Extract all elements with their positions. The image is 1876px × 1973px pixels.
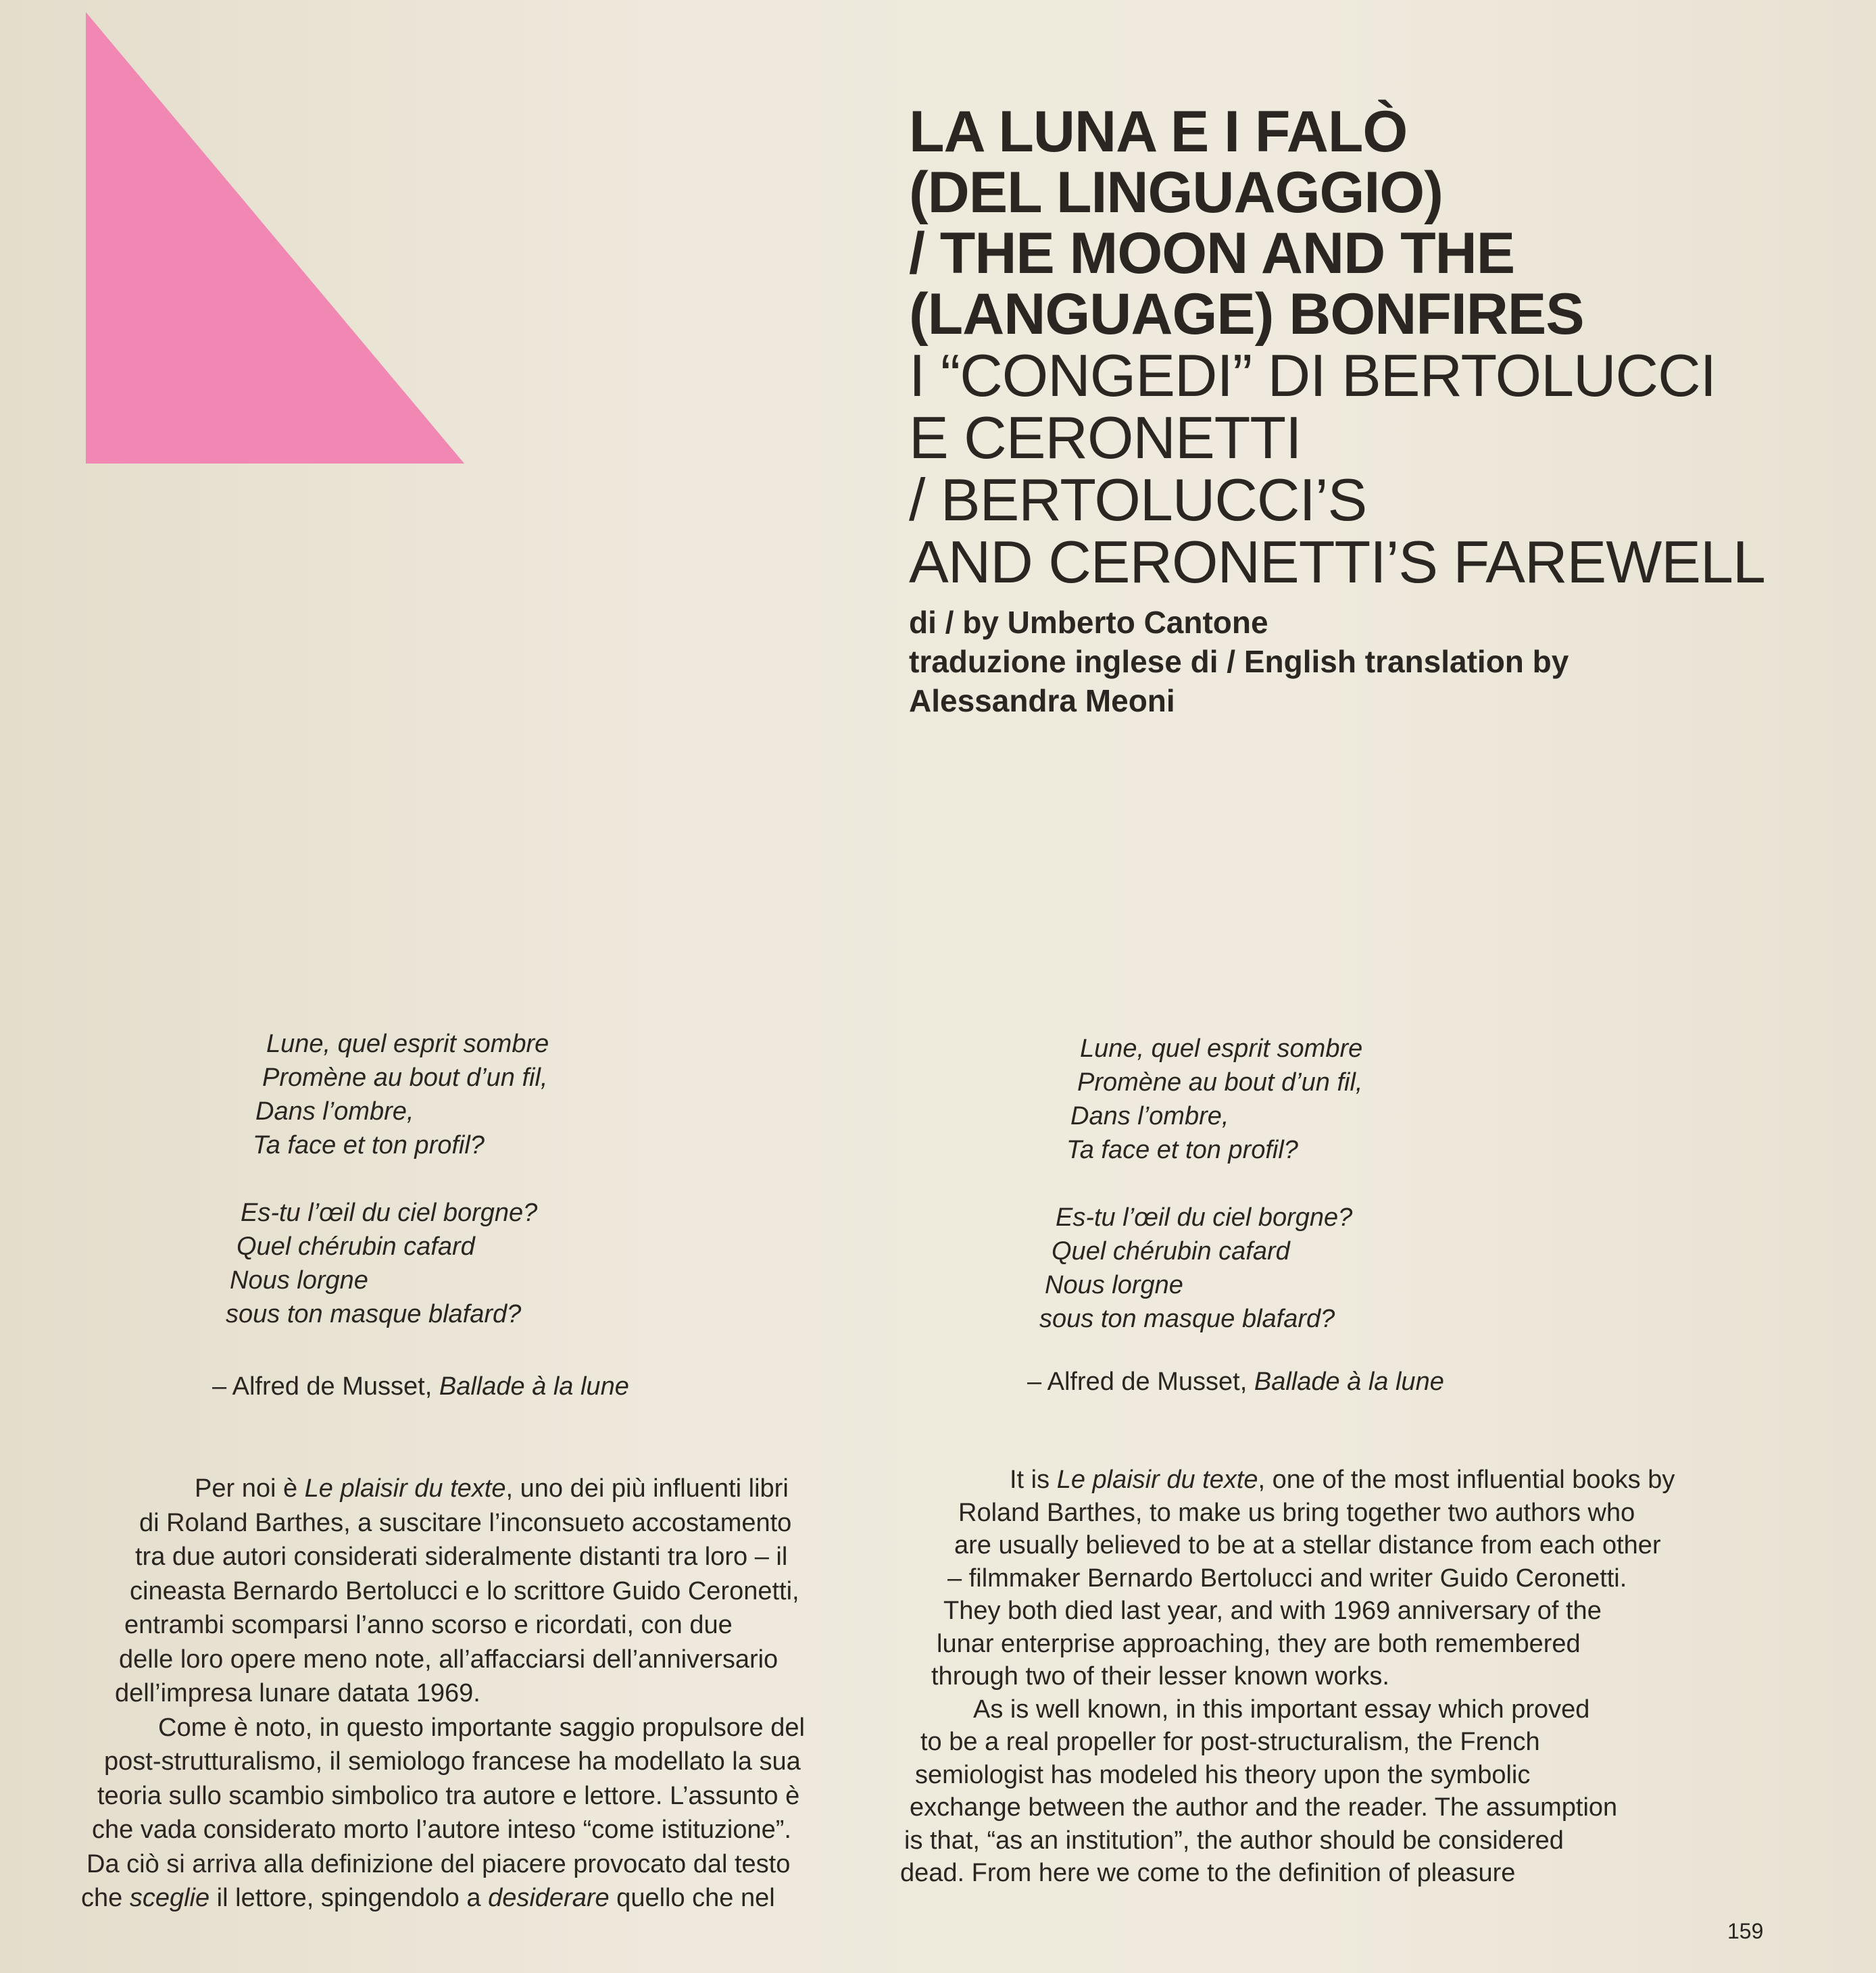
poem-line: Ta face et ton profil? bbox=[253, 1131, 485, 1159]
poem-line: Lune, quel esprit sombre bbox=[266, 1030, 549, 1058]
text-line: are usually believed to be at a stellar distance from each other bbox=[954, 1531, 1661, 1559]
poem-line: Quel chérubin cafard bbox=[1052, 1237, 1290, 1266]
pink-triangle-decoration bbox=[86, 12, 464, 464]
text-line: Come è noto, in questo importante saggio propulsore del bbox=[158, 1713, 805, 1742]
poem-line: Ta face et ton profil? bbox=[1066, 1136, 1298, 1164]
subtitle-line: I “CONGEDI” DI BERTOLUCCI bbox=[909, 342, 1717, 409]
poem-line: Es-tu l’œil du ciel borgne? bbox=[1056, 1203, 1353, 1232]
author-credit: di / by Umberto Cantone bbox=[909, 605, 1268, 640]
poem-line: Dans l’ombre, bbox=[255, 1097, 414, 1126]
article-credits bbox=[909, 603, 1842, 720]
text-line: teoria sullo scambio simbolico tra autore e lettore. L’assunto è bbox=[97, 1781, 800, 1810]
text-line: exchange between the author and the reader. The assumption bbox=[910, 1793, 1618, 1822]
title-line: LA LUNA E I FALÒ bbox=[909, 99, 1408, 164]
translation-credit: traduzione inglese di / English translation by bbox=[909, 644, 1569, 679]
text-line: is that, “as an institution”, the author should be considered bbox=[904, 1826, 1564, 1855]
title-line: / THE MOON AND THE bbox=[909, 221, 1515, 286]
text-line: entrambi scomparsi l’anno scorso e ricordati, con due bbox=[124, 1611, 733, 1639]
work-title: Ballade à la lune bbox=[1254, 1368, 1444, 1396]
text-line: Roland Barthes, to make us bring together two authors who bbox=[958, 1498, 1635, 1527]
text-line: semiologist has modeled his theory upon the symbolic bbox=[915, 1760, 1531, 1789]
title-line: (LANGUAGE) BONFIRES bbox=[909, 282, 1584, 347]
epigraph-poem bbox=[226, 1027, 549, 1331]
translator-name: Alessandra Meoni bbox=[909, 683, 1175, 718]
subtitle-line: AND CERONETTI’S FAREWELL bbox=[909, 528, 1765, 595]
poem-line: Dans l’ombre, bbox=[1070, 1102, 1229, 1130]
work-title: Ballade à la lune bbox=[439, 1372, 629, 1401]
subtitle-line: E CERONETTI bbox=[909, 404, 1302, 471]
english-body-text bbox=[0, 1464, 1675, 1890]
poem-line: Promène au bout d’un fil, bbox=[262, 1064, 548, 1092]
text-line: di Roland Barthes, a suscitare l’inconsueto accostamento bbox=[139, 1508, 792, 1537]
page-number: 159 bbox=[1727, 1919, 1764, 1943]
article-subtitle bbox=[909, 342, 1842, 595]
text-line: post-strutturalismo, il semiologo francese ha modellato la sua bbox=[104, 1747, 801, 1776]
text-line: They both died last year, and with 1969 anniversary of the bbox=[943, 1597, 1602, 1625]
text-line: – filmmaker Bernardo Bertolucci and writer Guido Ceronetti. bbox=[947, 1564, 1627, 1593]
epigraph-poem-english bbox=[1039, 1032, 1363, 1336]
text-line: delle loro opere meno note, all’affacciarsi dell’anniversario bbox=[119, 1645, 779, 1674]
poem-line: Nous lorgne bbox=[230, 1266, 368, 1295]
text-line: It is Le plaisir du texte, one of the most influential books by bbox=[1010, 1466, 1675, 1494]
text-line: cineasta Bernardo Bertolucci e lo scrittore Guido Ceronetti, bbox=[130, 1576, 799, 1605]
text-line: tra due autori considerati sideralmente distanti tra loro – il bbox=[135, 1543, 788, 1571]
subtitle-line: / BERTOLUCCI’S bbox=[909, 466, 1367, 533]
text-line: to be a real propeller for post-structuralism, the French bbox=[920, 1728, 1540, 1756]
epigraph-attribution-english: – Alfred de Musset, Ballade à la lune bbox=[1027, 1368, 1444, 1396]
poem-line: Quel chérubin cafard bbox=[237, 1232, 475, 1261]
text-line: Da ciò si arriva alla definizione del piacere provocato dal testo bbox=[87, 1849, 791, 1878]
text-line: As is well known, in this important essay which proved bbox=[973, 1695, 1590, 1724]
epigraph-attribution: – Alfred de Musset, Ballade à la lune bbox=[212, 1372, 629, 1401]
article-title bbox=[909, 101, 1842, 345]
poem-line: sous ton masque blafard? bbox=[1039, 1305, 1335, 1333]
poem-line: Promène au bout d’un fil, bbox=[1077, 1068, 1363, 1097]
poem-line: Es-tu l’œil du ciel borgne? bbox=[241, 1199, 538, 1227]
text-line: che sceglie il lettore, spingendolo a desiderare quello che nel bbox=[81, 1884, 775, 1912]
text-line: che vada considerato morto l’autore inteso “come istituzione”. bbox=[92, 1816, 791, 1844]
text-line: Per noi è Le plaisir du texte, uno dei più influenti libri bbox=[195, 1474, 789, 1503]
poem-line: Nous lorgne bbox=[1045, 1271, 1183, 1299]
title-line: (DEL LINGUAGGIO) bbox=[909, 160, 1443, 225]
text-line: lunar enterprise approaching, they are both remembered bbox=[937, 1629, 1581, 1658]
poem-line: sous ton masque blafard? bbox=[226, 1300, 522, 1328]
text-line: through two of their lesser known works. bbox=[931, 1662, 1389, 1691]
article-header bbox=[909, 101, 1842, 720]
poem-line: Lune, quel esprit sombre bbox=[1080, 1034, 1363, 1063]
text-line: dead. From here we come to the definition of pleasure bbox=[900, 1859, 1516, 1887]
text-line: dell’impresa lunare datata 1969. bbox=[115, 1679, 480, 1707]
